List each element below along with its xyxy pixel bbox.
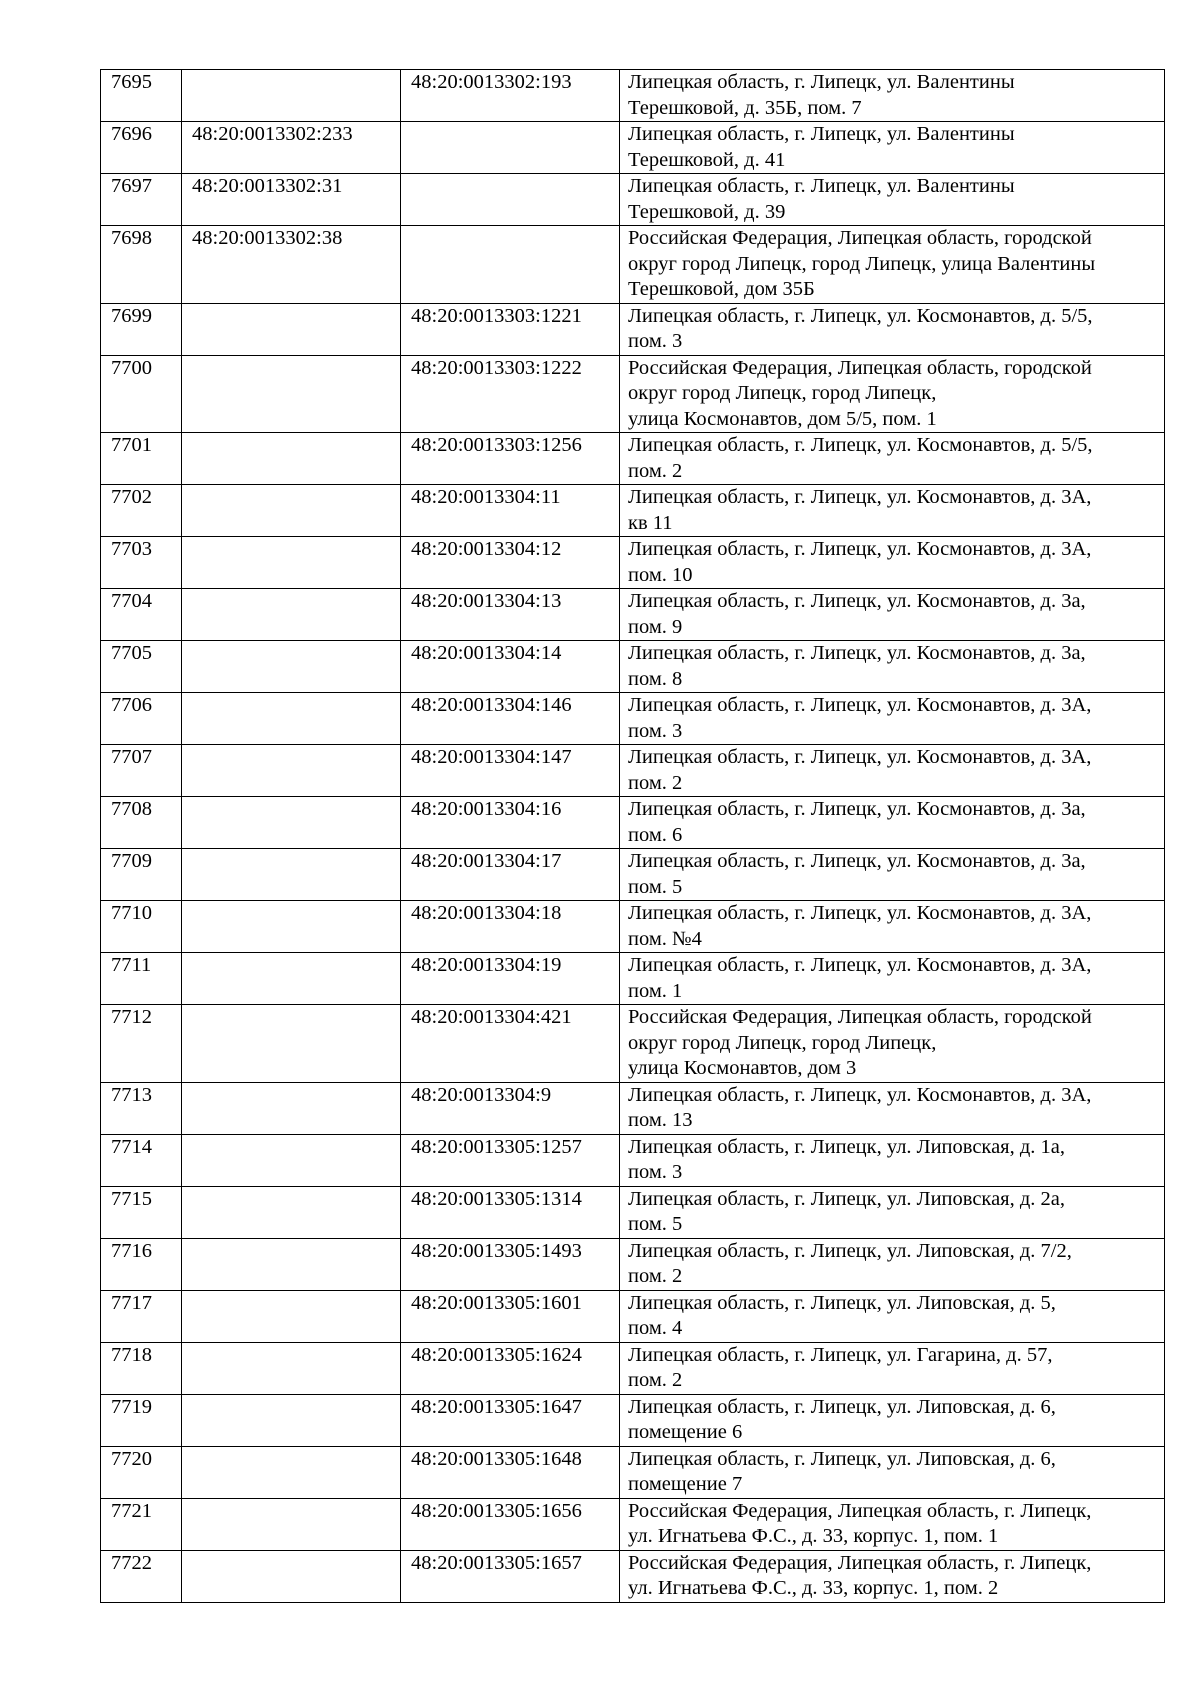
cadastral-number-premises-cell: 48:20:0013304:147 bbox=[401, 745, 620, 797]
address-cell bbox=[620, 537, 1165, 589]
table-row bbox=[101, 1394, 1165, 1446]
row-number-cell: 7696 bbox=[101, 122, 182, 174]
row-number-cell: 7703 bbox=[101, 537, 182, 589]
address-line: пом. 3 bbox=[628, 1161, 683, 1183]
table-row bbox=[101, 953, 1165, 1005]
cadastral-number-premises-cell: 48:20:0013304:19 bbox=[401, 953, 620, 1005]
table-row bbox=[101, 355, 1165, 433]
row-number-cell: 7721 bbox=[101, 1498, 182, 1550]
row-number-cell: 7697 bbox=[101, 174, 182, 226]
address-cell bbox=[620, 849, 1165, 901]
table-row bbox=[101, 641, 1165, 693]
cadastral-number-premises-cell: 48:20:0013303:1222 bbox=[401, 355, 620, 433]
address-line: Терешковой, д. 35Б, пом. 7 bbox=[628, 96, 862, 119]
row-number-cell: 7713 bbox=[101, 1082, 182, 1134]
address-line: Липецкая область, г. Липецк, ул. Липовская, д. 2а, bbox=[628, 1187, 1066, 1210]
address-line: Липецкая область, г. Липецк, ул. Космонавтов, д. 3А, bbox=[628, 694, 1092, 716]
cadastral-number-premises-cell: 48:20:0013304:16 bbox=[401, 797, 620, 849]
cadastral-number-premises-cell: 48:20:0013305:1493 bbox=[401, 1238, 620, 1290]
address-line: пом. 2 bbox=[628, 1369, 683, 1391]
cadastral-number-premises-cell: 48:20:0013304:421 bbox=[401, 1005, 620, 1083]
table-row bbox=[101, 537, 1165, 589]
cadastral-number-cell bbox=[182, 355, 401, 433]
cadastral-number-cell: 48:20:0013302:31 bbox=[182, 174, 401, 226]
address-line: пом. 3 bbox=[628, 330, 683, 352]
address-line: Терешковой, д. 39 bbox=[628, 200, 786, 223]
row-number-cell: 7708 bbox=[101, 797, 182, 849]
cadastral-number-cell bbox=[182, 1550, 401, 1602]
property-register-table bbox=[100, 69, 1165, 1603]
address-cell bbox=[620, 901, 1165, 953]
cadastral-number-cell bbox=[182, 901, 401, 953]
table-row bbox=[101, 1238, 1165, 1290]
address-cell bbox=[620, 1134, 1165, 1186]
address-cell bbox=[620, 433, 1165, 485]
row-number-cell: 7718 bbox=[101, 1342, 182, 1394]
row-number-cell: 7717 bbox=[101, 1290, 182, 1342]
address-cell bbox=[620, 303, 1165, 355]
table-row bbox=[101, 1290, 1165, 1342]
address-line: пом. №4 bbox=[628, 927, 702, 950]
cadastral-number-cell bbox=[182, 1446, 401, 1498]
table-row bbox=[101, 1005, 1165, 1083]
cadastral-number-premises-cell: 48:20:0013305:1601 bbox=[401, 1290, 620, 1342]
cadastral-number-premises-cell: 48:20:0013305:1647 bbox=[401, 1394, 620, 1446]
address-line: ул. Игнатьева Ф.С., д. 33, корпус. 1, пом. 1 bbox=[628, 1525, 999, 1547]
row-number-cell: 7712 bbox=[101, 1005, 182, 1083]
address-line: Российская Федерация, Липецкая область, городской bbox=[628, 356, 1092, 379]
address-cell bbox=[620, 1005, 1165, 1083]
address-cell bbox=[620, 641, 1165, 693]
table-row bbox=[101, 70, 1165, 122]
address-line: пом. 2 bbox=[628, 771, 683, 794]
cadastral-number-cell bbox=[182, 70, 401, 122]
cadastral-number-cell bbox=[182, 1186, 401, 1238]
address-line: Терешковой, д. 41 bbox=[628, 148, 786, 171]
row-number-cell: 7706 bbox=[101, 693, 182, 745]
row-number-cell: 7699 bbox=[101, 303, 182, 355]
table-row bbox=[101, 1550, 1165, 1602]
cadastral-number-cell bbox=[182, 797, 401, 849]
address-cell bbox=[620, 1498, 1165, 1550]
table-row bbox=[101, 745, 1165, 797]
address-line: пом. 5 bbox=[628, 875, 683, 898]
address-line: Липецкая область, г. Липецк, ул. Космонавтов, д. 3а, bbox=[628, 798, 1086, 820]
cadastral-number-cell bbox=[182, 1498, 401, 1550]
table-row bbox=[101, 485, 1165, 537]
address-line: пом. 3 bbox=[628, 719, 683, 742]
address-line: Российская Федерация, Липецкая область, городской bbox=[628, 227, 1092, 249]
table-row bbox=[101, 1498, 1165, 1550]
cadastral-number-cell bbox=[182, 849, 401, 901]
address-line: пом. 2 bbox=[628, 459, 683, 482]
cadastral-number-cell bbox=[182, 745, 401, 797]
address-line: Липецкая область, г. Липецк, ул. Липовская, д. 6, bbox=[628, 1447, 1056, 1470]
row-number-cell: 7707 bbox=[101, 745, 182, 797]
cadastral-number-cell: 48:20:0013302:233 bbox=[182, 122, 401, 174]
cadastral-number-cell bbox=[182, 589, 401, 641]
table-row bbox=[101, 1342, 1165, 1394]
cadastral-number-premises-cell: 48:20:0013304:18 bbox=[401, 901, 620, 953]
address-line: Российская Федерация, Липецкая область, городской bbox=[628, 1006, 1092, 1028]
address-line: улица Космонавтов, дом 5/5, пом. 1 bbox=[628, 407, 937, 430]
address-line: Липецкая область, г. Липецк, ул. Космонавтов, д. 3А, bbox=[628, 1083, 1092, 1106]
address-line: улица Космонавтов, дом 3 bbox=[628, 1057, 857, 1079]
table-row bbox=[101, 849, 1165, 901]
cadastral-number-cell bbox=[182, 1342, 401, 1394]
cadastral-number-cell bbox=[182, 433, 401, 485]
address-line: пом. 8 bbox=[628, 667, 683, 690]
address-line: Липецкая область, г. Липецк, ул. Космонавтов, д. 3а, bbox=[628, 642, 1086, 664]
cadastral-number-cell bbox=[182, 641, 401, 693]
address-cell bbox=[620, 953, 1165, 1005]
address-line: Липецкая область, г. Липецк, ул. Липовская, д. 6, bbox=[628, 1395, 1056, 1418]
address-cell bbox=[620, 1290, 1165, 1342]
address-cell bbox=[620, 1342, 1165, 1394]
address-cell bbox=[620, 1186, 1165, 1238]
address-line: пом. 4 bbox=[628, 1317, 683, 1339]
address-cell bbox=[620, 693, 1165, 745]
address-line: Липецкая область, г. Липецк, ул. Липовская, д. 5, bbox=[628, 1291, 1056, 1314]
cadastral-number-premises-cell: 48:20:0013304:12 bbox=[401, 537, 620, 589]
row-number-cell: 7711 bbox=[101, 953, 182, 1005]
address-cell bbox=[620, 226, 1165, 304]
cadastral-number-cell bbox=[182, 303, 401, 355]
table-row bbox=[101, 174, 1165, 226]
table-row bbox=[101, 433, 1165, 485]
cadastral-number-premises-cell: 48:20:0013304:11 bbox=[401, 485, 620, 537]
address-cell bbox=[620, 122, 1165, 174]
cadastral-number-premises-cell: 48:20:0013305:1657 bbox=[401, 1550, 620, 1602]
cadastral-number-cell: 48:20:0013302:38 bbox=[182, 226, 401, 304]
row-number-cell: 7705 bbox=[101, 641, 182, 693]
cadastral-number-cell bbox=[182, 693, 401, 745]
row-number-cell: 7719 bbox=[101, 1394, 182, 1446]
cadastral-number-premises-cell: 48:20:0013304:13 bbox=[401, 589, 620, 641]
row-number-cell: 7710 bbox=[101, 901, 182, 953]
table-row bbox=[101, 1082, 1165, 1134]
row-number-cell: 7698 bbox=[101, 226, 182, 304]
address-line: пом. 6 bbox=[628, 823, 683, 846]
address-cell bbox=[620, 1550, 1165, 1602]
table-row bbox=[101, 901, 1165, 953]
address-line: Липецкая область, г. Липецк, ул. Космонавтов, д. 3А, bbox=[628, 954, 1092, 976]
row-number-cell: 7716 bbox=[101, 1238, 182, 1290]
cadastral-number-premises-cell bbox=[401, 226, 620, 304]
address-line: Липецкая область, г. Липецк, ул. Космонавтов, д. 3А, bbox=[628, 486, 1092, 508]
table-row bbox=[101, 1446, 1165, 1498]
address-cell bbox=[620, 1082, 1165, 1134]
row-number-cell: 7700 bbox=[101, 355, 182, 433]
row-number-cell: 7702 bbox=[101, 485, 182, 537]
cadastral-number-premises-cell: 48:20:0013305:1624 bbox=[401, 1342, 620, 1394]
address-line: Терешковой, дом 35Б bbox=[628, 278, 815, 300]
table-row bbox=[101, 589, 1165, 641]
address-line: пом. 1 bbox=[628, 979, 683, 1002]
address-cell bbox=[620, 797, 1165, 849]
cadastral-number-premises-cell: 48:20:0013304:146 bbox=[401, 693, 620, 745]
address-cell bbox=[620, 485, 1165, 537]
address-cell bbox=[620, 1394, 1165, 1446]
table-row bbox=[101, 797, 1165, 849]
address-line: Липецкая область, г. Липецк, ул. Космонавтов, д. 5/5, bbox=[628, 434, 1093, 456]
address-line: пом. 5 bbox=[628, 1213, 683, 1235]
address-line: пом. 10 bbox=[628, 563, 693, 586]
address-line: округ город Липецк, город Липецк, bbox=[628, 382, 937, 404]
address-line: Липецкая область, г. Липецк, ул. Космонавтов, д. 3А, bbox=[628, 538, 1092, 560]
cadastral-number-premises-cell: 48:20:0013303:1256 bbox=[401, 433, 620, 485]
cadastral-number-premises-cell: 48:20:0013305:1257 bbox=[401, 1134, 620, 1186]
address-cell bbox=[620, 589, 1165, 641]
row-number-cell: 7715 bbox=[101, 1186, 182, 1238]
table-row bbox=[101, 303, 1165, 355]
address-line: Липецкая область, г. Липецк, ул. Космонавтов, д. 5/5, bbox=[628, 304, 1093, 327]
cadastral-number-premises-cell: 48:20:0013302:193 bbox=[401, 70, 620, 122]
address-line: кв 11 bbox=[628, 511, 673, 534]
address-cell bbox=[620, 745, 1165, 797]
address-line: Липецкая область, г. Липецк, ул. Валентины bbox=[628, 123, 1015, 145]
cadastral-number-premises-cell: 48:20:0013305:1656 bbox=[401, 1498, 620, 1550]
table-body bbox=[101, 70, 1165, 1603]
address-line: Липецкая область, г. Липецк, ул. Гагарина, д. 57, bbox=[628, 1343, 1053, 1366]
cadastral-number-premises-cell: 48:20:0013304:14 bbox=[401, 641, 620, 693]
address-cell bbox=[620, 174, 1165, 226]
cadastral-number-premises-cell: 48:20:0013304:17 bbox=[401, 849, 620, 901]
table-row bbox=[101, 226, 1165, 304]
address-line: Липецкая область, г. Липецк, ул. Космонавтов, д. 3а, bbox=[628, 590, 1086, 612]
address-line: Липецкая область, г. Липецк, ул. Космонавтов, д. 3А, bbox=[628, 902, 1092, 924]
cadastral-number-cell bbox=[182, 953, 401, 1005]
cadastral-number-cell bbox=[182, 1082, 401, 1134]
address-line: Российская Федерация, Липецкая область, г. Липецк, bbox=[628, 1499, 1092, 1522]
cadastral-number-premises-cell bbox=[401, 174, 620, 226]
address-line: Российская Федерация, Липецкая область, г. Липецк, bbox=[628, 1551, 1092, 1574]
cadastral-number-cell bbox=[182, 485, 401, 537]
cadastral-number-cell bbox=[182, 1290, 401, 1342]
cadastral-number-cell bbox=[182, 1005, 401, 1083]
table-row bbox=[101, 693, 1165, 745]
address-line: Липецкая область, г. Липецк, ул. Космонавтов, д. 3А, bbox=[628, 746, 1092, 768]
cadastral-number-premises-cell: 48:20:0013305:1314 bbox=[401, 1186, 620, 1238]
cadastral-number-premises-cell: 48:20:0013303:1221 bbox=[401, 303, 620, 355]
cadastral-number-premises-cell: 48:20:0013305:1648 bbox=[401, 1446, 620, 1498]
address-line: Липецкая область, г. Липецк, ул. Космонавтов, д. 3а, bbox=[628, 850, 1086, 872]
address-line: помещение 6 bbox=[628, 1421, 743, 1443]
address-line: ул. Игнатьева Ф.С., д. 33, корпус. 1, пом. 2 bbox=[628, 1577, 999, 1599]
address-cell bbox=[620, 1238, 1165, 1290]
cadastral-number-cell bbox=[182, 1134, 401, 1186]
address-line: помещение 7 bbox=[628, 1473, 743, 1495]
table-row bbox=[101, 1134, 1165, 1186]
cadastral-number-premises-cell bbox=[401, 122, 620, 174]
address-line: округ город Липецк, город Липецк, bbox=[628, 1031, 937, 1054]
address-line: пом. 2 bbox=[628, 1265, 683, 1287]
address-cell bbox=[620, 1446, 1165, 1498]
table-row bbox=[101, 122, 1165, 174]
address-line: Липецкая область, г. Липецк, ул. Валентины bbox=[628, 175, 1015, 197]
cadastral-number-cell bbox=[182, 1394, 401, 1446]
row-number-cell: 7704 bbox=[101, 589, 182, 641]
row-number-cell: 7720 bbox=[101, 1446, 182, 1498]
cadastral-number-premises-cell: 48:20:0013304:9 bbox=[401, 1082, 620, 1134]
cadastral-number-cell bbox=[182, 1238, 401, 1290]
cadastral-number-cell bbox=[182, 537, 401, 589]
row-number-cell: 7714 bbox=[101, 1134, 182, 1186]
address-cell bbox=[620, 355, 1165, 433]
table-row bbox=[101, 1186, 1165, 1238]
address-line: Липецкая область, г. Липецк, ул. Валентины bbox=[628, 71, 1015, 93]
row-number-cell: 7701 bbox=[101, 433, 182, 485]
address-line: пом. 13 bbox=[628, 1109, 693, 1131]
row-number-cell: 7709 bbox=[101, 849, 182, 901]
address-line: пом. 9 bbox=[628, 615, 683, 638]
address-line: Липецкая область, г. Липецк, ул. Липовская, д. 7/2, bbox=[628, 1239, 1072, 1262]
row-number-cell: 7695 bbox=[101, 70, 182, 122]
address-line: округ город Липецк, город Липецк, улица Валентины bbox=[628, 252, 1096, 275]
address-line: Липецкая область, г. Липецк, ул. Липовская, д. 1а, bbox=[628, 1135, 1066, 1158]
address-cell bbox=[620, 70, 1165, 122]
row-number-cell: 7722 bbox=[101, 1550, 182, 1602]
